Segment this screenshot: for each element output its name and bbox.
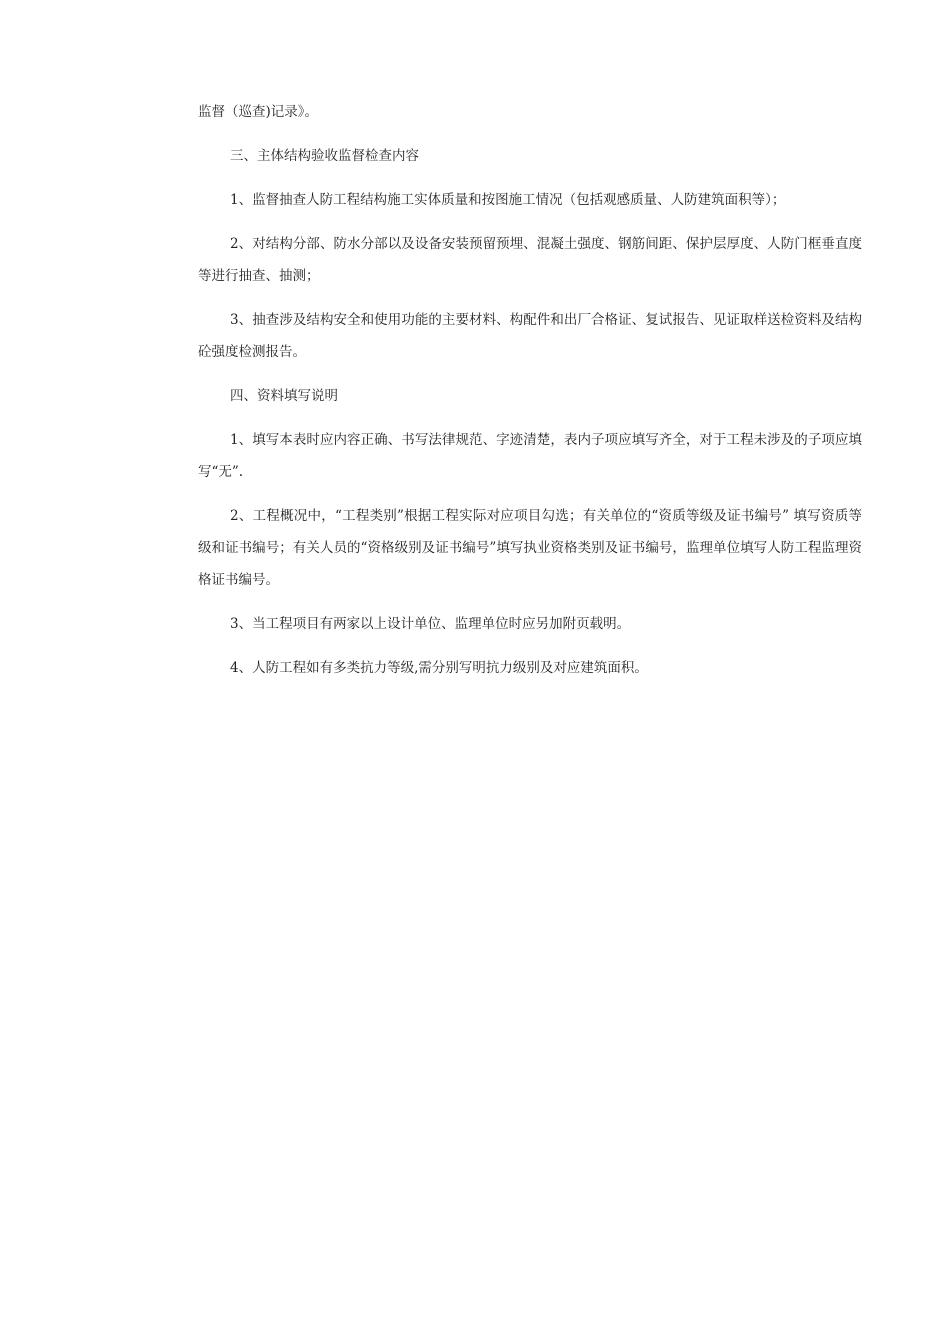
paragraph-item-3-structure: 3、抽查涉及结构安全和使用功能的主要材料、构配件和出厂合格证、复试报告、见证取样送检资料及结构砼强度检测报告。 <box>198 312 862 360</box>
paragraph-item-2-structure: 2、对结构分部、防水分部以及设备安装预留预埋、混凝土强度、钢筋间距、保护层厚度、人防门框垂直度等进行抽查、抽测； <box>198 236 862 284</box>
paragraph-item-3-filling: 3、当工程项目有两家以上设计单位、监理单位时应另加附页载明。 <box>230 616 631 632</box>
paragraph-item-2-filling: 2、工程概况中，“工程类别”根据工程实际对应项目勾选；有关单位的“资质等级及证书编号” 填写资质等级和证书编号；有关人员的“资格级别及证书编号”填写执业资格类别及证书编号，监理单位填写人防工程监理资格证书编号。 <box>198 508 862 588</box>
section-heading-filling-instructions: 四、资料填写说明 <box>230 388 338 404</box>
paragraph-item-1-structure: 1、监督抽查人防工程结构施工实体质量和按图施工情况（包括观感质量、人防建筑面积等）； <box>230 192 786 208</box>
paragraph-record-tail: 监督（巡查)记录》。 <box>198 104 319 120</box>
paragraph-item-4-filling: 4、人防工程如有多类抗力等级,需分别写明抗力级别及对应建筑面积。 <box>230 660 648 676</box>
document-body <box>198 96 862 696</box>
paragraph-item-1-filling: 1、填写本表时应内容正确、书写法律规范、字迹清楚，表内子项应填写齐全，对于工程未涉及的子项应填写“无”. <box>198 432 862 480</box>
section-heading-structure-inspection: 三、主体结构验收监督检查内容 <box>230 148 419 164</box>
